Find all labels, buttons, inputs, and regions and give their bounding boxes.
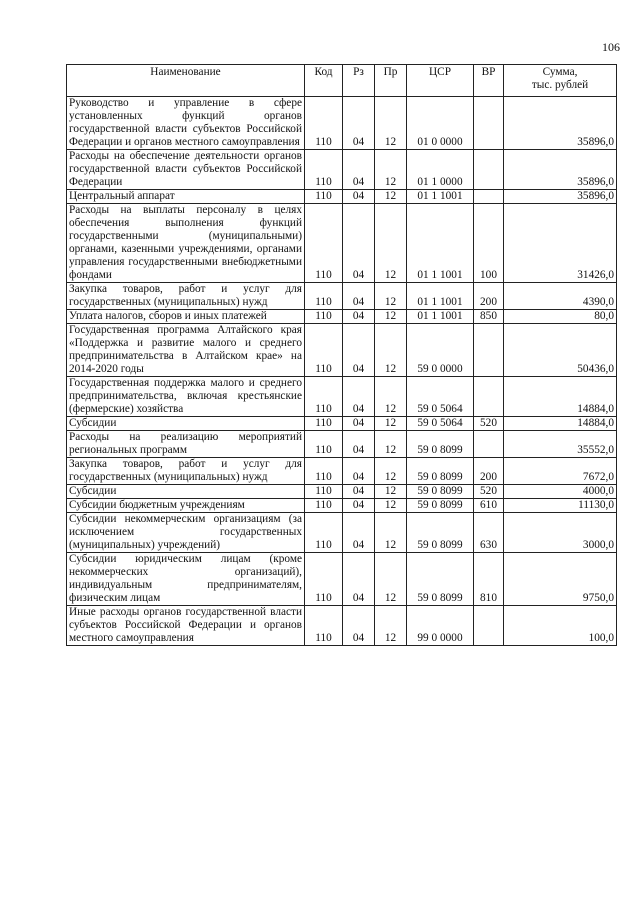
cell-rz: 04 <box>343 204 375 283</box>
table-row <box>67 458 617 485</box>
cell-pr: 12 <box>375 324 407 377</box>
cell-name: Государственная программа Алтайского края «Поддержка и развитие малого и среднего предпринимательства в Алтайском крае» на 2014-2020 годы <box>67 324 305 377</box>
cell-sum: 35896,0 <box>504 190 617 204</box>
cell-csr: 59 0 8099 <box>407 431 474 458</box>
cell-csr: 01 1 1001 <box>407 310 474 324</box>
cell-rz: 04 <box>343 324 375 377</box>
cell-name: Иные расходы органов государственной власти субъектов Российской Федерации и органов местного самоуправления <box>67 606 305 646</box>
cell-kod: 110 <box>305 283 343 310</box>
cell-name: Субсидии юридическим лицам (кроме некоммерческих организаций), индивидуальным предпринимателям, физическим лицам <box>67 553 305 606</box>
cell-pr: 12 <box>375 553 407 606</box>
cell-pr: 12 <box>375 485 407 499</box>
header-sum-line2: тыс. рублей <box>531 79 589 91</box>
table-row <box>67 485 617 499</box>
cell-csr: 59 0 8099 <box>407 513 474 553</box>
cell-kod: 110 <box>305 431 343 458</box>
cell-vr: 520 <box>474 485 504 499</box>
header-sum-line1: Сумма, <box>542 66 578 78</box>
cell-pr: 12 <box>375 310 407 324</box>
cell-kod: 110 <box>305 513 343 553</box>
cell-kod: 110 <box>305 310 343 324</box>
table-row <box>67 499 617 513</box>
cell-pr: 12 <box>375 513 407 553</box>
cell-vr <box>474 377 504 417</box>
table-row <box>67 310 617 324</box>
cell-rz: 04 <box>343 283 375 310</box>
cell-pr: 12 <box>375 499 407 513</box>
table-row <box>67 283 617 310</box>
header-rz: Рз <box>343 65 375 97</box>
cell-sum: 9750,0 <box>504 553 617 606</box>
cell-sum: 7672,0 <box>504 458 617 485</box>
table-row <box>67 553 617 606</box>
cell-csr: 59 0 8099 <box>407 499 474 513</box>
cell-kod: 110 <box>305 190 343 204</box>
cell-vr: 610 <box>474 499 504 513</box>
cell-csr: 59 0 0000 <box>407 324 474 377</box>
cell-rz: 04 <box>343 499 375 513</box>
cell-kod: 110 <box>305 150 343 190</box>
cell-name: Руководство и управление в сфере установленных функций органов государственной власти субъектов Российской Федерации и органов местного самоуправления <box>67 97 305 150</box>
cell-csr: 59 0 8099 <box>407 458 474 485</box>
table-row <box>67 431 617 458</box>
cell-pr: 12 <box>375 190 407 204</box>
cell-pr: 12 <box>375 377 407 417</box>
cell-sum: 80,0 <box>504 310 617 324</box>
cell-name: Субсидии бюджетным учреждениям <box>67 499 305 513</box>
cell-name: Расходы на обеспечение деятельности органов государственной власти субъектов Российской Федерации <box>67 150 305 190</box>
cell-csr: 59 0 8099 <box>407 485 474 499</box>
cell-rz: 04 <box>343 431 375 458</box>
cell-sum: 50436,0 <box>504 324 617 377</box>
table-row <box>67 377 617 417</box>
cell-csr: 59 0 5064 <box>407 377 474 417</box>
cell-csr: 99 0 0000 <box>407 606 474 646</box>
cell-sum: 31426,0 <box>504 204 617 283</box>
cell-rz: 04 <box>343 606 375 646</box>
cell-csr: 01 1 0000 <box>407 150 474 190</box>
cell-csr: 01 1 1001 <box>407 204 474 283</box>
cell-rz: 04 <box>343 417 375 431</box>
cell-name: Субсидии некоммерческим организациям (за исключением государственных (муниципальных) учреждений) <box>67 513 305 553</box>
cell-vr <box>474 431 504 458</box>
table-row <box>67 513 617 553</box>
cell-vr <box>474 190 504 204</box>
cell-sum: 35896,0 <box>504 150 617 190</box>
cell-name: Государственная поддержка малого и среднего предпринимательства, включая крестьянские (фермерские) хозяйства <box>67 377 305 417</box>
cell-name: Расходы на выплаты персоналу в целях обеспечения выполнения функций государственными (муниципальными) органами, казенными учреждениями, органами управления государственными внебюджетными фондами <box>67 204 305 283</box>
cell-rz: 04 <box>343 553 375 606</box>
cell-pr: 12 <box>375 431 407 458</box>
cell-rz: 04 <box>343 150 375 190</box>
cell-kod: 110 <box>305 553 343 606</box>
cell-name: Расходы на реализацию мероприятий региональных программ <box>67 431 305 458</box>
header-kod: Код <box>305 65 343 97</box>
cell-sum: 35896,0 <box>504 97 617 150</box>
table-row <box>67 190 617 204</box>
cell-name: Субсидии <box>67 417 305 431</box>
cell-csr: 59 0 5064 <box>407 417 474 431</box>
table-header-row <box>67 65 617 97</box>
page-number: 106 <box>602 40 620 54</box>
cell-vr <box>474 97 504 150</box>
cell-pr: 12 <box>375 97 407 150</box>
cell-sum: 4000,0 <box>504 485 617 499</box>
cell-kod: 110 <box>305 324 343 377</box>
cell-sum: 14884,0 <box>504 377 617 417</box>
cell-sum: 4390,0 <box>504 283 617 310</box>
cell-kod: 110 <box>305 485 343 499</box>
cell-vr <box>474 324 504 377</box>
cell-sum: 100,0 <box>504 606 617 646</box>
table-row <box>67 204 617 283</box>
cell-rz: 04 <box>343 310 375 324</box>
table-row <box>67 606 617 646</box>
cell-csr: 01 1 1001 <box>407 190 474 204</box>
cell-pr: 12 <box>375 204 407 283</box>
table-row <box>67 417 617 431</box>
cell-name: Субсидии <box>67 485 305 499</box>
cell-rz: 04 <box>343 513 375 553</box>
cell-csr: 59 0 8099 <box>407 553 474 606</box>
table-body <box>67 97 617 646</box>
cell-name: Закупка товаров, работ и услуг для государственных (муниципальных) нужд <box>67 283 305 310</box>
cell-vr <box>474 150 504 190</box>
cell-vr <box>474 606 504 646</box>
budget-table <box>66 64 617 646</box>
cell-pr: 12 <box>375 283 407 310</box>
cell-name: Центральный аппарат <box>67 190 305 204</box>
cell-sum: 3000,0 <box>504 513 617 553</box>
cell-rz: 04 <box>343 190 375 204</box>
cell-rz: 04 <box>343 485 375 499</box>
header-vr: ВР <box>474 65 504 97</box>
cell-vr: 810 <box>474 553 504 606</box>
table-row <box>67 324 617 377</box>
cell-sum: 35552,0 <box>504 431 617 458</box>
header-csr: ЦСР <box>407 65 474 97</box>
header-sum <box>504 65 617 97</box>
cell-rz: 04 <box>343 377 375 417</box>
cell-kod: 110 <box>305 417 343 431</box>
cell-vr: 100 <box>474 204 504 283</box>
cell-kod: 110 <box>305 499 343 513</box>
cell-vr: 200 <box>474 283 504 310</box>
cell-pr: 12 <box>375 417 407 431</box>
cell-vr: 200 <box>474 458 504 485</box>
table-row <box>67 150 617 190</box>
cell-kod: 110 <box>305 97 343 150</box>
cell-kod: 110 <box>305 377 343 417</box>
header-name: Наименование <box>67 65 305 97</box>
table-row <box>67 97 617 150</box>
header-pr: Пр <box>375 65 407 97</box>
cell-csr: 01 1 1001 <box>407 283 474 310</box>
cell-kod: 110 <box>305 204 343 283</box>
cell-kod: 110 <box>305 458 343 485</box>
cell-sum: 14884,0 <box>504 417 617 431</box>
cell-vr: 850 <box>474 310 504 324</box>
cell-csr: 01 0 0000 <box>407 97 474 150</box>
cell-name: Уплата налогов, сборов и иных платежей <box>67 310 305 324</box>
cell-name: Закупка товаров, работ и услуг для государственных (муниципальных) нужд <box>67 458 305 485</box>
cell-rz: 04 <box>343 458 375 485</box>
cell-rz: 04 <box>343 97 375 150</box>
cell-pr: 12 <box>375 150 407 190</box>
cell-sum: 11130,0 <box>504 499 617 513</box>
cell-vr: 630 <box>474 513 504 553</box>
cell-pr: 12 <box>375 606 407 646</box>
cell-vr: 520 <box>474 417 504 431</box>
cell-pr: 12 <box>375 458 407 485</box>
cell-kod: 110 <box>305 606 343 646</box>
